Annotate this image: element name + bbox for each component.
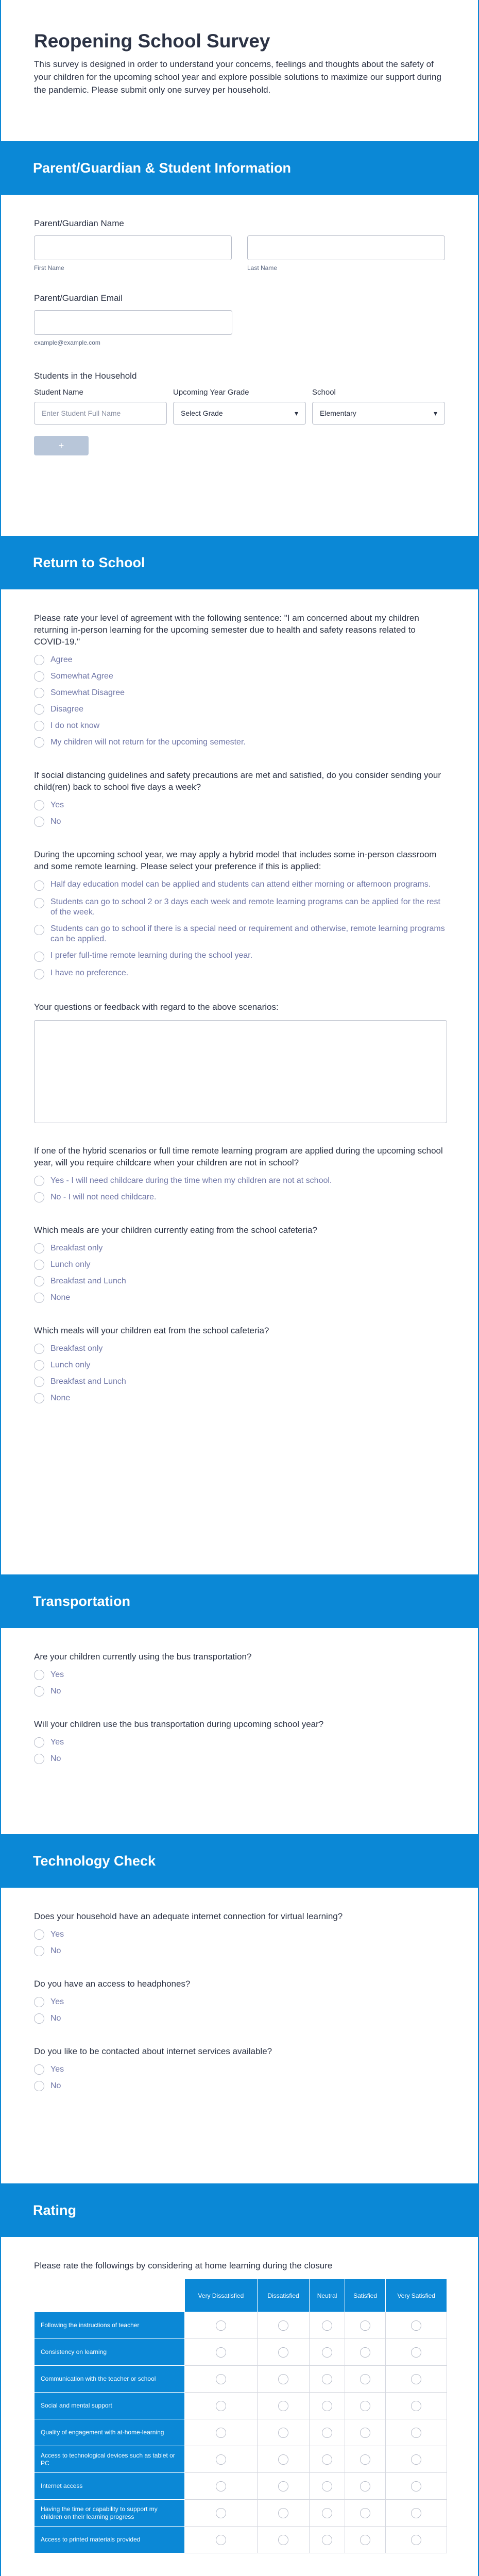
radio-circle[interactable]: [216, 2428, 226, 2438]
radio-circle[interactable]: [34, 1377, 44, 1387]
grade-select[interactable]: [173, 402, 306, 425]
question-feedback: [34, 1001, 445, 1123]
matrix-cell[interactable]: [185, 2312, 258, 2339]
radio-option[interactable]: [34, 1344, 445, 1354]
question-label: Do you have an access to headphones?: [34, 1979, 191, 1989]
radio-option[interactable]: [34, 800, 445, 810]
radio-circle[interactable]: [411, 2401, 421, 2411]
radio-option[interactable]: [34, 704, 445, 715]
radio-option[interactable]: [34, 737, 445, 748]
option-label: Somewhat Disagree: [50, 688, 125, 697]
matrix-cell[interactable]: [345, 2419, 385, 2446]
radio-option[interactable]: [34, 879, 445, 891]
question-concern: [34, 612, 445, 748]
matrix-col-header: Satisfied: [345, 2279, 385, 2312]
matrix-cell[interactable]: [185, 2473, 258, 2500]
matrix-cell[interactable]: [386, 2500, 447, 2527]
radio-circle[interactable]: [34, 880, 44, 891]
matrix-row: [35, 2446, 447, 2473]
matrix-cell[interactable]: [257, 2527, 309, 2553]
question-label: Please rate the followings by considering at home learning during the closure: [34, 2261, 333, 2270]
matrix-cell[interactable]: [345, 2527, 385, 2553]
radio-circle[interactable]: [411, 2454, 421, 2465]
matrix-cell[interactable]: [257, 2393, 309, 2419]
radio-option[interactable]: [34, 1393, 445, 1403]
radio-option[interactable]: [34, 1670, 445, 1680]
option-label: Students can go to school 2 or 3 days each week and remote learning programs can be applied for the rest of the week.: [50, 897, 440, 917]
radio-option[interactable]: [34, 655, 445, 665]
radio-circle[interactable]: [216, 2535, 226, 2545]
question-contact: [34, 2045, 445, 2091]
radio-circle[interactable]: [34, 2064, 44, 2075]
radio-option[interactable]: [34, 1243, 445, 1253]
question-childcare: [34, 1145, 445, 1202]
question-label: Are your children currently using the bus transportation?: [34, 1652, 252, 1662]
radio-circle[interactable]: [34, 671, 44, 682]
radio-circle[interactable]: [360, 2347, 370, 2358]
matrix-cell[interactable]: [345, 2393, 385, 2419]
option-label: No - I will not need childcare.: [50, 1193, 157, 1201]
matrix-cell[interactable]: [310, 2473, 345, 2500]
question-hybrid: [34, 849, 445, 979]
radio-circle[interactable]: [216, 2481, 226, 2492]
matrix-cell[interactable]: [257, 2473, 309, 2500]
form-header: [1, 0, 478, 141]
option-label: None: [50, 1394, 71, 1402]
option-label: No: [50, 2014, 61, 2023]
radio-circle[interactable]: [34, 1344, 44, 1354]
matrix-cell[interactable]: [386, 2339, 447, 2366]
option-label: I have no preference.: [50, 969, 129, 977]
radio-circle[interactable]: [216, 2320, 226, 2331]
radio-option[interactable]: [34, 2064, 445, 2075]
radio-circle[interactable]: [278, 2535, 288, 2545]
matrix-row-label: Quality of engagement with at-home-learning: [35, 2419, 185, 2446]
option-label: Yes: [50, 1670, 64, 1679]
matrix-cell[interactable]: [386, 2446, 447, 2473]
school-select-value: Elementary: [320, 409, 356, 417]
matrix-cell[interactable]: [257, 2446, 309, 2473]
radio-circle[interactable]: [34, 1360, 44, 1370]
matrix-corner: [35, 2279, 185, 2312]
radio-option[interactable]: [34, 2013, 445, 2024]
radio-circle[interactable]: [34, 737, 44, 748]
email-input[interactable]: [34, 310, 232, 335]
matrix-row-label: Communication with the teacher or school: [35, 2366, 185, 2393]
radio-option[interactable]: [34, 1377, 445, 1387]
option-label: Yes: [50, 801, 64, 809]
question-meals-future: [34, 1325, 445, 1403]
radio-option[interactable]: [34, 1293, 445, 1303]
radio-circle[interactable]: [216, 2374, 226, 2384]
option-label: Breakfast only: [50, 1244, 103, 1252]
radio-circle[interactable]: [322, 2347, 332, 2358]
section-header-tech: Technology Check: [0, 1834, 479, 1888]
matrix-col-header: Very Dissatisfied: [185, 2279, 258, 2312]
matrix-row-label: Following the instructions of teacher: [35, 2312, 185, 2339]
question-label: Your questions or feedback with regard to the above scenarios:: [34, 1002, 279, 1012]
matrix-home-table: [34, 2279, 447, 2553]
last-name-sublabel: Last Name: [247, 264, 278, 272]
matrix-row-label: Access to printed materials provided: [35, 2527, 185, 2553]
radio-circle[interactable]: [360, 2508, 370, 2518]
question-bus-current: [34, 1651, 445, 1697]
option-label: I prefer full-time remote learning during the school year.: [50, 951, 253, 960]
radio-circle[interactable]: [34, 817, 44, 827]
email-sublabel: example@example.com: [34, 339, 100, 346]
question-label: Will your children use the bus transportation during upcoming school year?: [34, 1719, 324, 1729]
question-label: If social distancing guidelines and safety precautions are met and satisfied, do you consider sending your child(ren) back to school five days a week?: [34, 770, 441, 792]
radio-option[interactable]: [34, 1192, 445, 1202]
col-school: School: [312, 388, 336, 397]
matrix-cell[interactable]: [345, 2473, 385, 2500]
radio-circle[interactable]: [278, 2374, 288, 2384]
radio-circle[interactable]: [360, 2428, 370, 2438]
radio-circle[interactable]: [34, 1670, 44, 1680]
radio-circle[interactable]: [34, 1192, 44, 1202]
radio-circle[interactable]: [322, 2454, 332, 2465]
radio-circle[interactable]: [360, 2535, 370, 2545]
matrix-row: [35, 2366, 447, 2393]
first-name-sublabel: First Name: [34, 264, 64, 272]
option-label: Breakfast and Lunch: [50, 1377, 126, 1386]
radio-circle[interactable]: [34, 721, 44, 731]
option-label: Yes: [50, 1997, 64, 2006]
radio-circle[interactable]: [34, 2081, 44, 2091]
matrix-cell[interactable]: [310, 2393, 345, 2419]
option-label: Disagree: [50, 705, 84, 714]
radio-circle[interactable]: [411, 2428, 421, 2438]
option-label: No: [50, 1946, 61, 1955]
matrix-home-body: [35, 2312, 447, 2553]
radio-circle[interactable]: [34, 688, 44, 698]
grade-select-value: Select Grade: [181, 409, 223, 417]
matrix-row-label: Internet access: [35, 2473, 185, 2500]
section-header-return: Return to School: [0, 536, 479, 589]
radio-circle[interactable]: [34, 800, 44, 810]
radio-option[interactable]: [34, 1360, 445, 1370]
matrix-row: [35, 2312, 447, 2339]
matrix-row-label: Consistency on learning: [35, 2339, 185, 2366]
transport-section: [1, 1628, 478, 1834]
radio-circle[interactable]: [411, 2347, 421, 2358]
radio-circle[interactable]: [322, 2481, 332, 2492]
radio-circle[interactable]: [34, 1176, 44, 1186]
matrix-cell[interactable]: [386, 2312, 447, 2339]
radio-circle[interactable]: [360, 2481, 370, 2492]
radio-option[interactable]: [34, 1176, 445, 1186]
radio-option[interactable]: [34, 1946, 445, 1956]
matrix-cell[interactable]: [345, 2500, 385, 2527]
matrix-cell[interactable]: [310, 2500, 345, 2527]
rating-section: [1, 2237, 478, 2576]
radio-circle[interactable]: [216, 2347, 226, 2358]
matrix-row-label: Social and mental support: [35, 2393, 185, 2419]
radio-option[interactable]: [34, 968, 445, 979]
option-label: My children will not return for the upcoming semester.: [50, 738, 246, 747]
matrix-cell[interactable]: [185, 2339, 258, 2366]
matrix-row: [35, 2500, 447, 2527]
radio-option[interactable]: [34, 688, 445, 698]
radio-circle[interactable]: [34, 925, 44, 935]
section-header-transport: Transportation: [0, 1574, 479, 1628]
matrix-cell[interactable]: [345, 2312, 385, 2339]
question-label: During the upcoming school year, we may apply a hybrid model that includes some in-person classroom and some remote learning. Please select your preference if this is applied:: [34, 850, 437, 871]
radio-circle[interactable]: [322, 2508, 332, 2518]
question-label: Does your household have an adequate internet connection for virtual learning?: [34, 1911, 343, 1921]
guardian-email-label: Parent/Guardian Email: [34, 293, 123, 303]
student-name-input[interactable]: Enter Student Full Name: [34, 402, 167, 425]
radio-circle[interactable]: [322, 2428, 332, 2438]
radio-option[interactable]: [34, 1276, 445, 1286]
radio-circle[interactable]: [360, 2374, 370, 2384]
matrix-row: [35, 2527, 447, 2553]
radio-circle[interactable]: [278, 2481, 288, 2492]
option-label: Yes: [50, 1930, 64, 1939]
radio-circle[interactable]: [278, 2428, 288, 2438]
household-label: Students in the Household: [34, 371, 137, 381]
guardian-section: [1, 195, 478, 536]
guardian-name-label: Parent/Guardian Name: [34, 218, 124, 228]
radio-circle[interactable]: [278, 2320, 288, 2331]
matrix-col-header: Dissatisfied: [257, 2279, 309, 2312]
option-label: No: [50, 1687, 61, 1696]
school-select[interactable]: [312, 402, 445, 425]
radio-circle[interactable]: [411, 2481, 421, 2492]
radio-circle[interactable]: [411, 2508, 421, 2518]
matrix-col-header: Very Satisfied: [386, 2279, 447, 2312]
matrix-cell[interactable]: [386, 2527, 447, 2553]
matrix-cell[interactable]: [386, 2366, 447, 2393]
radio-option[interactable]: [34, 817, 445, 827]
radio-circle[interactable]: [34, 952, 44, 962]
add-student-button[interactable]: +: [34, 436, 89, 455]
matrix-cell[interactable]: [257, 2500, 309, 2527]
radio-option[interactable]: [34, 1929, 445, 1940]
question-headphones: [34, 1978, 445, 2024]
radio-circle[interactable]: [360, 2454, 370, 2465]
radio-option[interactable]: [34, 924, 445, 944]
matrix-cell[interactable]: [185, 2393, 258, 2419]
radio-circle[interactable]: [34, 1243, 44, 1253]
matrix-col-header: Neutral: [310, 2279, 345, 2312]
radio-circle[interactable]: [34, 655, 44, 665]
radio-circle[interactable]: [216, 2454, 226, 2465]
radio-circle[interactable]: [278, 2401, 288, 2411]
question-internet: [34, 1910, 445, 1956]
option-label: I do not know: [50, 721, 100, 730]
section-header-guardian: Parent/Guardian & Student Information: [0, 141, 479, 195]
form-title: Reopening School Survey: [34, 30, 270, 52]
option-label: No: [50, 817, 61, 826]
matrix-cell[interactable]: [310, 2419, 345, 2446]
radio-option[interactable]: [34, 1997, 445, 2007]
matrix-cell[interactable]: [185, 2419, 258, 2446]
radio-option[interactable]: [34, 671, 445, 682]
option-label: Yes: [50, 2065, 64, 2074]
question-label: Which meals are your children currently eating from the school cafeteria?: [34, 1225, 317, 1235]
radio-circle[interactable]: [34, 2013, 44, 2024]
radio-circle[interactable]: [34, 1393, 44, 1403]
radio-circle[interactable]: [34, 1293, 44, 1303]
matrix-row-label: Access to technological devices such as tablet or PC: [35, 2446, 185, 2473]
option-label: Students can go to school if there is a special need or requirement and otherwise, remote learning programs can be applied.: [50, 924, 445, 943]
question-label: Do you like to be contacted about internet services available?: [34, 2046, 272, 2056]
matrix-row: [35, 2393, 447, 2419]
radio-circle[interactable]: [34, 1276, 44, 1286]
matrix-cell[interactable]: [185, 2527, 258, 2553]
return-section: [1, 589, 478, 1574]
option-label: No: [50, 2081, 61, 2090]
radio-circle[interactable]: [34, 1754, 44, 1764]
radio-option[interactable]: [34, 721, 445, 731]
matrix-cell[interactable]: [257, 2419, 309, 2446]
question-label: Which meals will your children eat from the school cafeteria?: [34, 1326, 269, 1335]
radio-circle[interactable]: [34, 1929, 44, 1940]
matrix-cell[interactable]: [345, 2446, 385, 2473]
radio-option[interactable]: [34, 1754, 445, 1764]
radio-circle[interactable]: [34, 969, 44, 979]
radio-option[interactable]: [34, 897, 445, 918]
radio-circle[interactable]: [322, 2374, 332, 2384]
option-label: Lunch only: [50, 1260, 91, 1269]
col-grade: Upcoming Year Grade: [173, 388, 249, 397]
radio-circle[interactable]: [278, 2454, 288, 2465]
matrix-cell[interactable]: [185, 2366, 258, 2393]
matrix-cell[interactable]: [257, 2312, 309, 2339]
radio-circle[interactable]: [278, 2508, 288, 2518]
matrix-cell[interactable]: [257, 2366, 309, 2393]
option-label: Half day education model can be applied and students can attend either morning or afternoon programs.: [50, 880, 431, 889]
matrix-cell[interactable]: [310, 2366, 345, 2393]
question-label: If one of the hybrid scenarios or full time remote learning program are applied during the upcoming school year, will you require childcare when your children are not in school?: [34, 1146, 443, 1167]
question-matrix-home: [34, 2260, 445, 2553]
matrix-cell[interactable]: [345, 2366, 385, 2393]
chevron-down-icon: ▾: [433, 409, 437, 417]
col-student-name: Student Name: [34, 388, 83, 397]
matrix-cell[interactable]: [386, 2419, 447, 2446]
form-description: This survey is designed in order to understand your concerns, feelings and thoughts about the safety of your children for the upcoming school year and explore possible solutions to maximize our support during the pandemic. Please submit only one survey per household.: [34, 59, 441, 95]
option-label: Breakfast and Lunch: [50, 1277, 126, 1285]
radio-circle[interactable]: [360, 2401, 370, 2411]
option-label: Lunch only: [50, 1361, 91, 1369]
radio-circle[interactable]: [322, 2401, 332, 2411]
matrix-cell[interactable]: [185, 2446, 258, 2473]
question-five-days: [34, 769, 445, 827]
radio-circle[interactable]: [216, 2401, 226, 2411]
option-label: Yes: [50, 1738, 64, 1747]
radio-option[interactable]: [34, 2081, 445, 2091]
option-label: Breakfast only: [50, 1344, 103, 1353]
radio-option[interactable]: [34, 1686, 445, 1697]
radio-circle[interactable]: [411, 2374, 421, 2384]
radio-option[interactable]: [34, 951, 445, 962]
radio-circle[interactable]: [322, 2320, 332, 2331]
matrix-cell[interactable]: [345, 2339, 385, 2366]
first-name-input[interactable]: [34, 235, 232, 260]
matrix-row: [35, 2473, 447, 2500]
section-header-rating: Rating: [0, 2183, 479, 2237]
chevron-down-icon: ▾: [294, 409, 298, 417]
question-bus-future: [34, 1718, 445, 1764]
option-label: Somewhat Agree: [50, 672, 113, 681]
matrix-row-label: Having the time or capability to support my children on their learning progress: [35, 2500, 185, 2527]
tech-section: [1, 1888, 478, 2183]
option-label: Yes - I will need childcare during the time when my children are not at school.: [50, 1176, 332, 1185]
radio-circle[interactable]: [34, 1260, 44, 1270]
option-label: None: [50, 1293, 71, 1302]
radio-circle[interactable]: [360, 2320, 370, 2331]
option-label: No: [50, 1754, 61, 1763]
last-name-input[interactable]: [247, 235, 445, 260]
radio-circle[interactable]: [322, 2535, 332, 2545]
question-meals-current: [34, 1224, 445, 1303]
radio-circle[interactable]: [34, 1686, 44, 1697]
radio-circle[interactable]: [411, 2320, 421, 2331]
radio-circle[interactable]: [34, 1946, 44, 1956]
matrix-row: [35, 2339, 447, 2366]
matrix-cell[interactable]: [310, 2312, 345, 2339]
radio-circle[interactable]: [34, 1737, 44, 1748]
matrix-row: [35, 2419, 447, 2446]
radio-circle[interactable]: [411, 2535, 421, 2545]
option-label: Agree: [50, 655, 73, 664]
feedback-textarea[interactable]: [34, 1020, 447, 1123]
matrix-cell[interactable]: [310, 2339, 345, 2366]
matrix-cell[interactable]: [386, 2473, 447, 2500]
matrix-cell[interactable]: [257, 2339, 309, 2366]
radio-circle[interactable]: [216, 2508, 226, 2518]
radio-circle[interactable]: [34, 1997, 44, 2007]
radio-circle[interactable]: [34, 898, 44, 908]
radio-circle[interactable]: [278, 2347, 288, 2358]
question-label: Please rate your level of agreement with the following sentence: "I am concerned about my children returning in-person learning for the upcoming semester due to health and safety reasons related to COVID-19.": [34, 613, 419, 647]
matrix-cell[interactable]: [185, 2500, 258, 2527]
matrix-cell[interactable]: [310, 2527, 345, 2553]
radio-option[interactable]: [34, 1260, 445, 1270]
matrix-cell[interactable]: [386, 2393, 447, 2419]
radio-option[interactable]: [34, 1737, 445, 1748]
radio-circle[interactable]: [34, 704, 44, 715]
matrix-cell[interactable]: [310, 2446, 345, 2473]
